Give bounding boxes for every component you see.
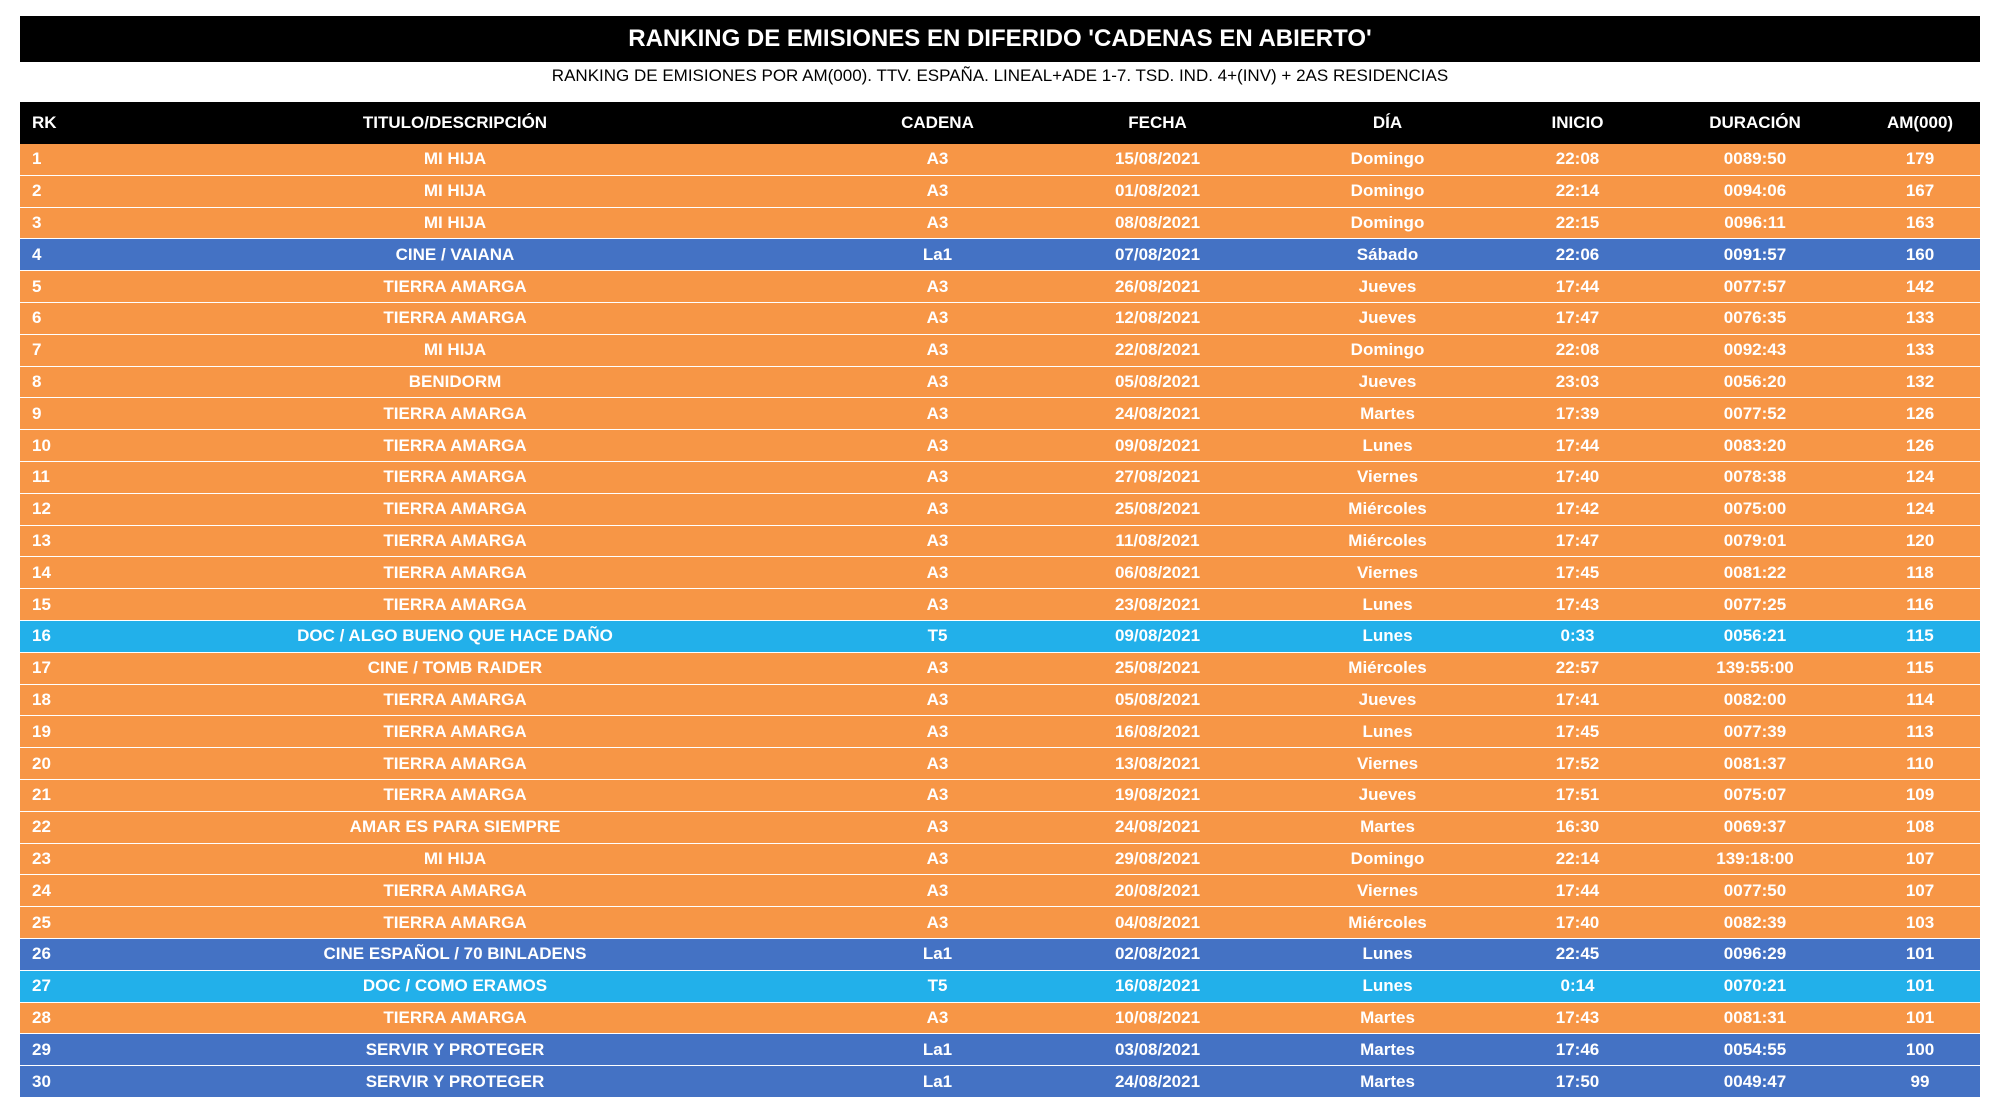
titulo-cell: BENIDORM [408, 371, 502, 391]
duracion-cell: 0079:01 [1723, 530, 1787, 550]
dia-cell: Lunes [1362, 976, 1413, 996]
dia-cell: Lunes [1362, 626, 1413, 646]
header-titulo: TITULO/DESCRIPCIÓN [362, 113, 548, 132]
table-row [20, 621, 1980, 653]
am-cell: 101 [1905, 1007, 1935, 1027]
rank-cell: 6 [32, 308, 42, 328]
dia-cell: Domingo [1350, 181, 1425, 201]
inicio-cell: 17:45 [1555, 721, 1600, 741]
duracion-cell: 0069:37 [1723, 817, 1787, 837]
dia-cell: Miércoles [1348, 499, 1427, 519]
dia-cell: Miércoles [1348, 658, 1427, 678]
titulo-cell: TIERRA AMARGA [383, 880, 527, 900]
fecha-cell: 25/08/2021 [1114, 499, 1201, 519]
titulo-cell: DOC / ALGO BUENO QUE HACE DAÑO [297, 626, 613, 646]
rank-cell: 28 [32, 1007, 51, 1027]
rank-cell: 21 [32, 785, 51, 805]
inicio-cell: 17:47 [1555, 530, 1600, 550]
fecha-cell: 05/08/2021 [1114, 371, 1201, 391]
rank-cell: 9 [32, 403, 42, 423]
am-cell: 115 [1906, 658, 1934, 678]
rank-cell: 16 [32, 626, 51, 646]
titulo-cell: TIERRA AMARGA [383, 912, 527, 932]
titulo-cell: TIERRA AMARGA [383, 594, 527, 614]
rank-cell: 25 [32, 912, 51, 932]
inicio-cell: 0:14 [1560, 976, 1595, 996]
am-cell: 126 [1905, 435, 1935, 455]
am-cell: 133 [1905, 340, 1935, 360]
am-cell: 107 [1905, 848, 1935, 868]
duracion-cell: 0081:22 [1723, 562, 1787, 582]
table-row [20, 939, 1980, 971]
rank-cell: 15 [32, 594, 51, 614]
fecha-cell: 29/08/2021 [1114, 848, 1201, 868]
cadena-cell: A3 [926, 181, 949, 201]
dia-cell: Martes [1360, 1007, 1415, 1027]
titulo-cell: TIERRA AMARGA [383, 499, 527, 519]
cadena-cell: A3 [926, 530, 949, 550]
fecha-cell: 05/08/2021 [1114, 689, 1201, 709]
cadena-cell: A3 [926, 753, 949, 773]
cadena-cell: La1 [922, 244, 953, 264]
inicio-cell: 0:33 [1560, 626, 1595, 646]
header-cadena: CADENA [901, 113, 974, 132]
titulo-cell: AMAR ES PARA SIEMPRE [349, 817, 561, 837]
inicio-cell: 17:45 [1555, 562, 1600, 582]
am-cell: 179 [1905, 149, 1935, 169]
duracion-cell: 0094:06 [1723, 181, 1787, 201]
fecha-cell: 27/08/2021 [1114, 467, 1201, 487]
duracion-cell: 0077:52 [1723, 403, 1787, 423]
dia-cell: Lunes [1362, 721, 1413, 741]
duracion-cell: 0075:07 [1723, 785, 1787, 805]
table-row [20, 176, 1980, 208]
inicio-cell: 22:45 [1555, 944, 1600, 964]
inicio-cell: 22:08 [1555, 149, 1600, 169]
am-cell: 108 [1905, 817, 1935, 837]
fecha-cell: 11/08/2021 [1115, 530, 1200, 550]
duracion-cell: 0092:43 [1723, 340, 1787, 360]
dia-cell: Domingo [1350, 848, 1425, 868]
cadena-cell: T5 [927, 626, 948, 646]
dia-cell: Jueves [1358, 371, 1417, 391]
table-row [20, 367, 1980, 399]
fecha-cell: 20/08/2021 [1114, 880, 1201, 900]
rank-cell: 19 [32, 721, 51, 741]
cadena-cell: La1 [922, 1071, 953, 1091]
fecha-cell: 02/08/2021 [1114, 944, 1201, 964]
dia-cell: Viernes [1356, 880, 1419, 900]
am-cell: 100 [1905, 1039, 1935, 1059]
inicio-cell: 17:50 [1555, 1071, 1600, 1091]
table-row [20, 716, 1980, 748]
header-am: AM(000) [1886, 113, 1954, 132]
inicio-cell: 17:41 [1555, 689, 1600, 709]
inicio-cell: 22:06 [1555, 244, 1600, 264]
titulo-cell: TIERRA AMARGA [383, 435, 527, 455]
duracion-cell: 0077:50 [1723, 880, 1787, 900]
titulo-cell: MI HIJA [423, 212, 487, 232]
table-row [20, 589, 1980, 621]
cadena-cell: A3 [926, 340, 949, 360]
table-row [20, 780, 1980, 812]
titulo-cell: TIERRA AMARGA [383, 1007, 527, 1027]
header-fecha: FECHA [1128, 113, 1187, 132]
inicio-cell: 22:08 [1555, 340, 1600, 360]
cadena-cell: A3 [926, 721, 949, 741]
fecha-cell: 09/08/2021 [1114, 626, 1201, 646]
table-row [20, 462, 1980, 494]
rank-cell: 10 [32, 435, 51, 455]
duracion-cell: 0096:29 [1723, 944, 1787, 964]
rank-cell: 23 [32, 848, 51, 868]
duracion-cell: 0082:39 [1723, 912, 1787, 932]
rank-cell: 12 [32, 499, 51, 519]
inicio-cell: 22:15 [1555, 212, 1600, 232]
table-row [20, 685, 1980, 717]
cadena-cell: A3 [926, 658, 949, 678]
fecha-cell: 04/08/2021 [1114, 912, 1201, 932]
cadena-cell: A3 [926, 562, 949, 582]
fecha-cell: 16/08/2021 [1114, 976, 1201, 996]
dia-cell: Jueves [1358, 276, 1417, 296]
rank-cell: 18 [32, 689, 51, 709]
am-cell: 113 [1906, 721, 1934, 741]
cadena-cell: A3 [926, 848, 949, 868]
titulo-cell: MI HIJA [423, 340, 487, 360]
am-cell: 133 [1905, 308, 1935, 328]
dia-cell: Domingo [1350, 212, 1425, 232]
rank-cell: 20 [32, 753, 51, 773]
table-header [20, 102, 1980, 144]
cadena-cell: La1 [922, 944, 953, 964]
inicio-cell: 17:46 [1555, 1039, 1600, 1059]
am-cell: 103 [1905, 912, 1935, 932]
table-row [20, 398, 1980, 430]
header-duracion: DURACIÓN [1709, 113, 1801, 132]
cadena-cell: A3 [926, 435, 949, 455]
rank-cell: 3 [32, 212, 42, 232]
table-row [20, 875, 1980, 907]
duracion-cell: 0076:35 [1723, 308, 1787, 328]
duracion-cell: 0049:47 [1723, 1071, 1787, 1091]
table-row [20, 557, 1980, 589]
table-row [20, 526, 1980, 558]
cadena-cell: A3 [926, 1007, 949, 1027]
titulo-cell: TIERRA AMARGA [383, 785, 527, 805]
inicio-cell: 17:42 [1555, 499, 1600, 519]
am-cell: 109 [1905, 785, 1935, 805]
cadena-cell: A3 [926, 371, 949, 391]
titulo-cell: TIERRA AMARGA [383, 689, 527, 709]
rank-cell: 24 [32, 880, 51, 900]
dia-cell: Miércoles [1348, 912, 1427, 932]
am-cell: 99 [1910, 1071, 1930, 1091]
am-cell: 110 [1906, 753, 1934, 773]
duracion-cell: 0091:57 [1723, 244, 1787, 264]
duracion-cell: 0056:21 [1723, 626, 1787, 646]
rank-cell: 29 [32, 1039, 51, 1059]
rank-cell: 11 [32, 467, 50, 487]
am-cell: 120 [1905, 530, 1935, 550]
dia-cell: Martes [1360, 1071, 1415, 1091]
am-cell: 124 [1905, 467, 1935, 487]
dia-cell: Jueves [1358, 785, 1417, 805]
fecha-cell: 25/08/2021 [1114, 658, 1201, 678]
am-cell: 163 [1905, 212, 1935, 232]
table-row [20, 653, 1980, 685]
titulo-cell: TIERRA AMARGA [383, 753, 527, 773]
fecha-cell: 08/08/2021 [1114, 212, 1201, 232]
dia-cell: Domingo [1350, 149, 1425, 169]
table-row [20, 1003, 1980, 1035]
inicio-cell: 22:57 [1555, 658, 1600, 678]
inicio-cell: 16:30 [1555, 817, 1600, 837]
cadena-cell: T5 [927, 976, 948, 996]
page-subtitle: RANKING DE EMISIONES POR AM(000). TTV. ESPAÑA. LINEAL+ADE 1-7. TSD. IND. 4+(INV) + 2AS RESIDENCIAS [551, 66, 1449, 85]
rank-cell: 17 [32, 658, 51, 678]
fecha-cell: 15/08/2021 [1114, 149, 1201, 169]
inicio-cell: 17:44 [1555, 880, 1600, 900]
rank-cell: 1 [32, 149, 42, 169]
table-row [20, 907, 1980, 939]
dia-cell: Viernes [1356, 753, 1419, 773]
cadena-cell: A3 [926, 817, 949, 837]
duracion-cell: 0077:57 [1723, 276, 1787, 296]
titulo-cell: TIERRA AMARGA [383, 403, 527, 423]
rank-cell: 22 [32, 817, 51, 837]
cadena-cell: A3 [926, 467, 949, 487]
fecha-cell: 01/08/2021 [1114, 181, 1201, 201]
dia-cell: Viernes [1356, 467, 1419, 487]
am-cell: 101 [1905, 976, 1935, 996]
rank-cell: 4 [32, 244, 42, 264]
cadena-cell: A3 [926, 880, 949, 900]
dia-cell: Jueves [1358, 689, 1417, 709]
rank-cell: 14 [32, 562, 51, 582]
duracion-cell: 0081:37 [1723, 753, 1787, 773]
fecha-cell: 03/08/2021 [1114, 1039, 1201, 1059]
table-row [20, 303, 1980, 335]
rank-cell: 30 [32, 1071, 51, 1091]
dia-cell: Miércoles [1348, 530, 1427, 550]
dia-cell: Martes [1360, 817, 1415, 837]
duracion-cell: 0089:50 [1723, 149, 1787, 169]
am-cell: 124 [1905, 499, 1935, 519]
inicio-cell: 17:44 [1555, 276, 1600, 296]
titulo-cell: SERVIR Y PROTEGER [365, 1039, 545, 1059]
inicio-cell: 17:40 [1555, 467, 1600, 487]
titulo-cell: TIERRA AMARGA [383, 530, 527, 550]
dia-cell: Lunes [1362, 435, 1413, 455]
rank-cell: 26 [32, 944, 51, 964]
titulo-cell: MI HIJA [423, 149, 487, 169]
am-cell: 101 [1905, 944, 1935, 964]
duracion-cell: 0078:38 [1723, 467, 1787, 487]
inicio-cell: 17:47 [1555, 308, 1600, 328]
am-cell: 118 [1906, 562, 1934, 582]
duracion-cell: 0070:21 [1723, 976, 1787, 996]
titulo-cell: MI HIJA [423, 848, 487, 868]
fecha-cell: 09/08/2021 [1114, 435, 1201, 455]
inicio-cell: 17:43 [1555, 1007, 1600, 1027]
cadena-cell: La1 [922, 1039, 953, 1059]
am-cell: 167 [1905, 181, 1935, 201]
dia-cell: Martes [1360, 1039, 1415, 1059]
titulo-cell: TIERRA AMARGA [383, 276, 527, 296]
cadena-cell: A3 [926, 499, 949, 519]
duracion-cell: 0056:20 [1723, 371, 1787, 391]
fecha-cell: 22/08/2021 [1114, 340, 1201, 360]
inicio-cell: 17:40 [1555, 912, 1600, 932]
am-cell: 114 [1906, 689, 1934, 709]
titulo-cell: MI HIJA [423, 181, 487, 201]
inicio-cell: 17:51 [1555, 785, 1600, 805]
table-row [20, 1034, 1980, 1066]
table-row [20, 430, 1980, 462]
table-row [20, 208, 1980, 240]
cadena-cell: A3 [926, 594, 949, 614]
titulo-cell: TIERRA AMARGA [383, 467, 527, 487]
duracion-cell: 139:55:00 [1716, 658, 1794, 678]
titulo-cell: CINE / TOMB RAIDER [367, 658, 543, 678]
cadena-cell: A3 [926, 912, 949, 932]
dia-cell: Lunes [1362, 594, 1413, 614]
duracion-cell: 0082:00 [1723, 689, 1787, 709]
rank-cell: 8 [32, 371, 42, 391]
header-rk: RK [32, 113, 57, 132]
table-row [20, 844, 1980, 876]
ranking-table [20, 102, 1980, 1098]
am-cell: 115 [1906, 626, 1934, 646]
fecha-cell: 13/08/2021 [1114, 753, 1201, 773]
fecha-cell: 06/08/2021 [1114, 562, 1201, 582]
fecha-cell: 16/08/2021 [1114, 721, 1201, 741]
rank-cell: 7 [32, 340, 42, 360]
am-cell: 116 [1906, 594, 1934, 614]
titulo-cell: TIERRA AMARGA [383, 562, 527, 582]
inicio-cell: 17:39 [1555, 403, 1600, 423]
duracion-cell: 0096:11 [1724, 212, 1786, 232]
cadena-cell: A3 [926, 212, 949, 232]
duracion-cell: 0081:31 [1723, 1007, 1787, 1027]
duracion-cell: 0077:39 [1723, 721, 1787, 741]
fecha-cell: 12/08/2021 [1114, 308, 1201, 328]
fecha-cell: 19/08/2021 [1114, 785, 1201, 805]
table-row [20, 335, 1980, 367]
table-row [20, 494, 1980, 526]
duracion-cell: 0054:55 [1723, 1039, 1787, 1059]
am-cell: 142 [1905, 276, 1935, 296]
dia-cell: Viernes [1356, 562, 1419, 582]
cadena-cell: A3 [926, 308, 949, 328]
fecha-cell: 10/08/2021 [1114, 1007, 1201, 1027]
fecha-cell: 26/08/2021 [1114, 276, 1201, 296]
inicio-cell: 17:43 [1555, 594, 1600, 614]
titulo-cell: CINE / VAIANA [395, 244, 515, 264]
header-dia: DÍA [1372, 113, 1403, 132]
table-row [20, 748, 1980, 780]
dia-cell: Martes [1360, 403, 1415, 423]
titulo-cell: TIERRA AMARGA [383, 308, 527, 328]
table-row [20, 271, 1980, 303]
am-cell: 126 [1905, 403, 1935, 423]
cadena-cell: A3 [926, 276, 949, 296]
table-row [20, 1066, 1980, 1098]
inicio-cell: 17:52 [1555, 753, 1600, 773]
table-row [20, 971, 1980, 1003]
rank-cell: 27 [32, 976, 51, 996]
table-row [20, 812, 1980, 844]
fecha-cell: 24/08/2021 [1114, 403, 1201, 423]
inicio-cell: 17:44 [1555, 435, 1600, 455]
inicio-cell: 22:14 [1555, 848, 1600, 868]
titulo-cell: DOC / COMO ERAMOS [362, 976, 548, 996]
duracion-cell: 0077:25 [1723, 594, 1787, 614]
inicio-cell: 22:14 [1555, 181, 1600, 201]
table-row [20, 144, 1980, 176]
am-cell: 160 [1905, 244, 1935, 264]
cadena-cell: A3 [926, 403, 949, 423]
header-inicio: INICIO [1551, 113, 1604, 132]
rank-cell: 2 [32, 181, 42, 201]
page-title: RANKING DE EMISIONES EN DIFERIDO 'CADENAS EN ABIERTO' [20, 16, 1980, 62]
fecha-cell: 24/08/2021 [1114, 1071, 1201, 1091]
duracion-cell: 139:18:00 [1716, 848, 1794, 868]
am-cell: 132 [1905, 371, 1935, 391]
rank-cell: 13 [32, 530, 51, 550]
dia-cell: Sábado [1356, 244, 1419, 264]
dia-cell: Lunes [1362, 944, 1413, 964]
inicio-cell: 23:03 [1555, 371, 1600, 391]
fecha-cell: 07/08/2021 [1114, 244, 1201, 264]
rank-cell: 5 [32, 276, 42, 296]
fecha-cell: 24/08/2021 [1114, 817, 1201, 837]
cadena-cell: A3 [926, 149, 949, 169]
titulo-cell: CINE ESPAÑOL / 70 BINLADENS [323, 944, 587, 964]
dia-cell: Domingo [1350, 340, 1425, 360]
cadena-cell: A3 [926, 689, 949, 709]
fecha-cell: 23/08/2021 [1114, 594, 1201, 614]
table-row [20, 239, 1980, 271]
am-cell: 107 [1905, 880, 1935, 900]
duracion-cell: 0083:20 [1723, 435, 1787, 455]
dia-cell: Jueves [1358, 308, 1417, 328]
titulo-cell: TIERRA AMARGA [383, 721, 527, 741]
table-body [20, 144, 1980, 1098]
titulo-cell: SERVIR Y PROTEGER [365, 1071, 545, 1091]
cadena-cell: A3 [926, 785, 949, 805]
duracion-cell: 0075:00 [1723, 499, 1787, 519]
